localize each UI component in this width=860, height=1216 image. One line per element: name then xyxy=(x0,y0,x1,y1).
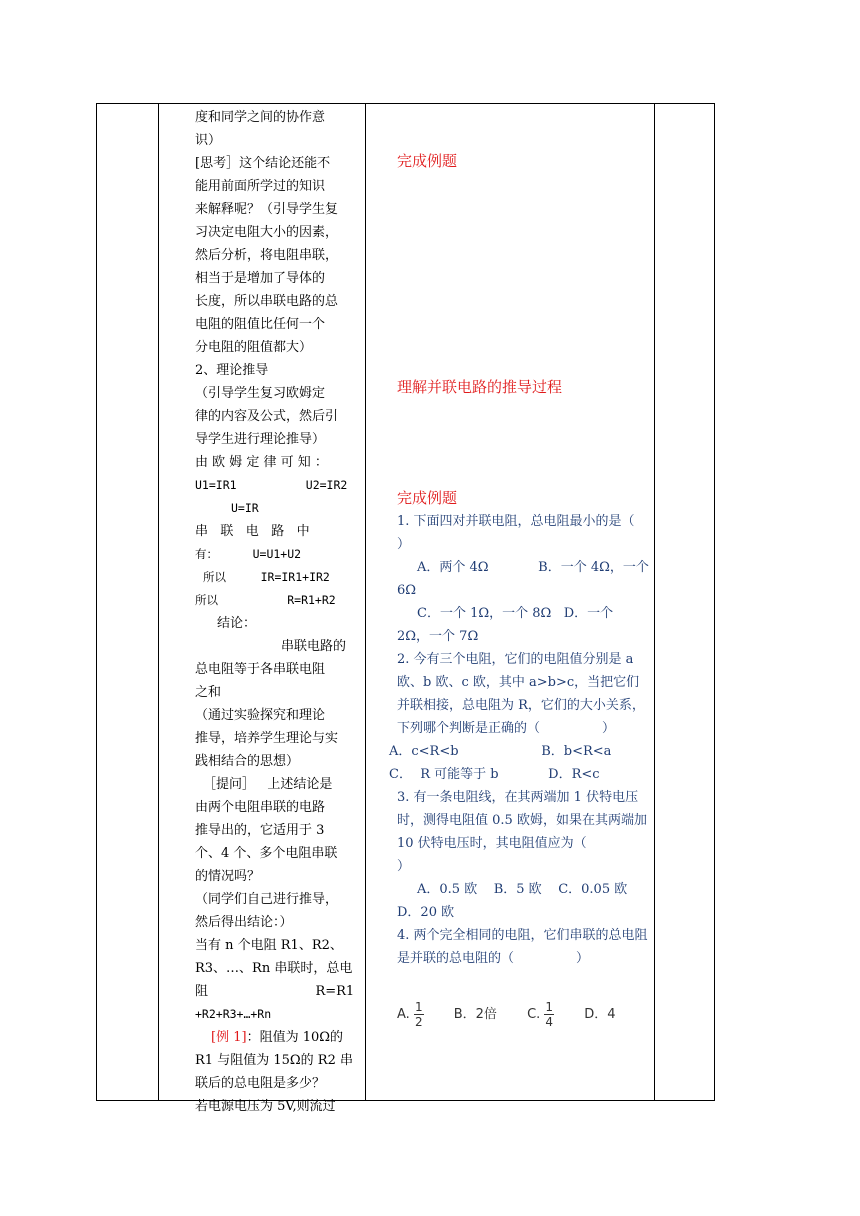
text-line: R3、…、Rn 串联时，总电 xyxy=(195,961,353,976)
section-heading: 2、理论推导 xyxy=(195,363,269,378)
question-4: 4. 两个完全相同的电阻，它们串联的总电阻是并联的总电阻的（ ） xyxy=(397,928,648,966)
question-1-options: C．一个 1Ω，一个 8Ω D．一个 2Ω，一个 7Ω xyxy=(397,606,618,644)
example-line xyxy=(195,1026,366,1049)
formula-line: 有： U=U1+U2 xyxy=(195,547,302,561)
text-line: 串联电路的 xyxy=(281,639,347,654)
formula-line: 所以 R=R1+R2 xyxy=(195,593,336,607)
text-line: 推导出的，它适用于 3 xyxy=(195,823,325,838)
text-line: 电阻的阻值比任何一个 xyxy=(195,317,326,332)
option-d: D．4 xyxy=(584,1007,616,1022)
text-line: 度和同学之间的协作意 xyxy=(195,110,326,125)
text-line: 长度，所以串联电路的总 xyxy=(195,294,339,309)
text-line: 相当于是增加了导体的 xyxy=(195,271,326,286)
activity-heading: 理解并联电路的推导过程 xyxy=(397,378,563,396)
example-label: [例 1] xyxy=(211,1030,247,1045)
question-1-options: A．两个 4Ω B．一个 4Ω，一个 6Ω xyxy=(397,560,654,598)
text-line: [思考］这个结论还能不 xyxy=(195,156,331,171)
question-1: 1. 下面四对并联电阻，总电阻最小的是（ ） xyxy=(397,514,697,552)
text-line: 律的内容及公式，然后引 xyxy=(195,409,339,424)
activity-heading: 完成例题 xyxy=(397,152,458,170)
text-line: 个、4 个、多个电阻串联 xyxy=(195,846,338,861)
text-line: 践相结合的思想） xyxy=(195,754,300,769)
text-line: 然后得出结论：） xyxy=(195,915,293,930)
text-line: 的情况吗？ xyxy=(195,869,261,884)
option-c: C. $\frac{1}{4}$ xyxy=(527,1000,554,1029)
question-2-options: C． R 可能等于 b D．R<c xyxy=(389,767,600,782)
lesson-table xyxy=(96,103,715,1114)
conclusion-label: 结论： xyxy=(217,616,257,631)
question-2-options: A．c<R<b B．b<R<a xyxy=(389,744,612,759)
option-a: A. $\frac{1}{2}$ xyxy=(397,1000,423,1029)
text-line: 习决定电阻大小的因素， xyxy=(195,225,339,240)
text-line: 然后分析，将电阻串联， xyxy=(195,248,339,263)
text-line: 阻 R=R1 xyxy=(195,984,355,999)
formula-line: U1=IR1 U2=IR2 xyxy=(195,478,348,492)
formula-line: U=IR xyxy=(231,501,259,515)
text-line: 推导，培养学生理论与实 xyxy=(195,731,339,746)
text-line: （引导学生复习欧姆定 xyxy=(195,386,326,401)
text-line: （通过实验探究和理论 xyxy=(195,708,326,723)
example-text: ：阻值为 10Ω的 xyxy=(246,1030,344,1045)
activity-heading: 完成例题 xyxy=(397,489,458,507)
question-2: 2. 今有三个电阻，它们的电阻值分别是 a 欧、b 欧、c 欧，其中 a>b>c，当把它们并联相接，总电阻为 R，它们的大小关系，下列哪个判断是正确的（ ） xyxy=(397,652,645,736)
formula-line: +R2+R3+…+Rn xyxy=(195,1007,272,1021)
text-line: 导学生进行理论推导） xyxy=(195,432,326,447)
student-activity-column xyxy=(389,104,697,1029)
text-line: 来解释呢？（引导学生复 xyxy=(195,202,339,217)
column-divider xyxy=(654,104,655,1100)
text-line: 由两个电阻串联的电路 xyxy=(195,800,326,815)
teaching-process-column xyxy=(195,104,366,1118)
text-line: 串 联 电 路 中 xyxy=(195,524,310,539)
column-divider xyxy=(158,104,159,1100)
text-line: 识） xyxy=(195,133,222,148)
text-line: 能用前面所学过的知识 xyxy=(195,179,326,194)
question-4-options xyxy=(397,1000,649,1029)
question-3: 3. 有一条电阻线，在其两端加 1 伏特电压时，测得电阻值 0.5 欧姆，如果在其两端加 10 伏特电压时，其电阻值应为（ ） xyxy=(397,790,652,874)
text-line: R1 与阻值为 15Ω的 R2 串 xyxy=(195,1053,353,1068)
text-line: ［提问］ 上述结论是 xyxy=(203,777,333,792)
fraction-one-quarter: $\frac{1}{4}$ xyxy=(545,1000,554,1029)
option-b: B．2倍 xyxy=(453,1007,497,1022)
text-line: 由 欧 姆 定 律 可 知 ： xyxy=(195,455,328,470)
text-line: 联后的总电阻是多少？ xyxy=(195,1076,326,1091)
question-3-options: A．0.5 欧 B．5 欧 C．0.05 欧 D．20 欧 xyxy=(397,882,644,920)
fraction-one-half: $\frac{1}{2}$ xyxy=(414,1000,423,1029)
text-line: 之和 xyxy=(195,685,222,700)
formula-line: 所以 IR=IR1+IR2 xyxy=(203,570,330,584)
text-line: 若电源电压为 5V,则流过 xyxy=(195,1099,336,1114)
text-line: 总电阻等于各串联电阻 xyxy=(195,662,326,677)
text-line: 分电阻的阻值都大） xyxy=(195,340,313,355)
text-line: （同学们自己进行推导， xyxy=(195,892,339,907)
text-line: 当有 n 个电阻 R1、R2、 xyxy=(195,938,343,953)
